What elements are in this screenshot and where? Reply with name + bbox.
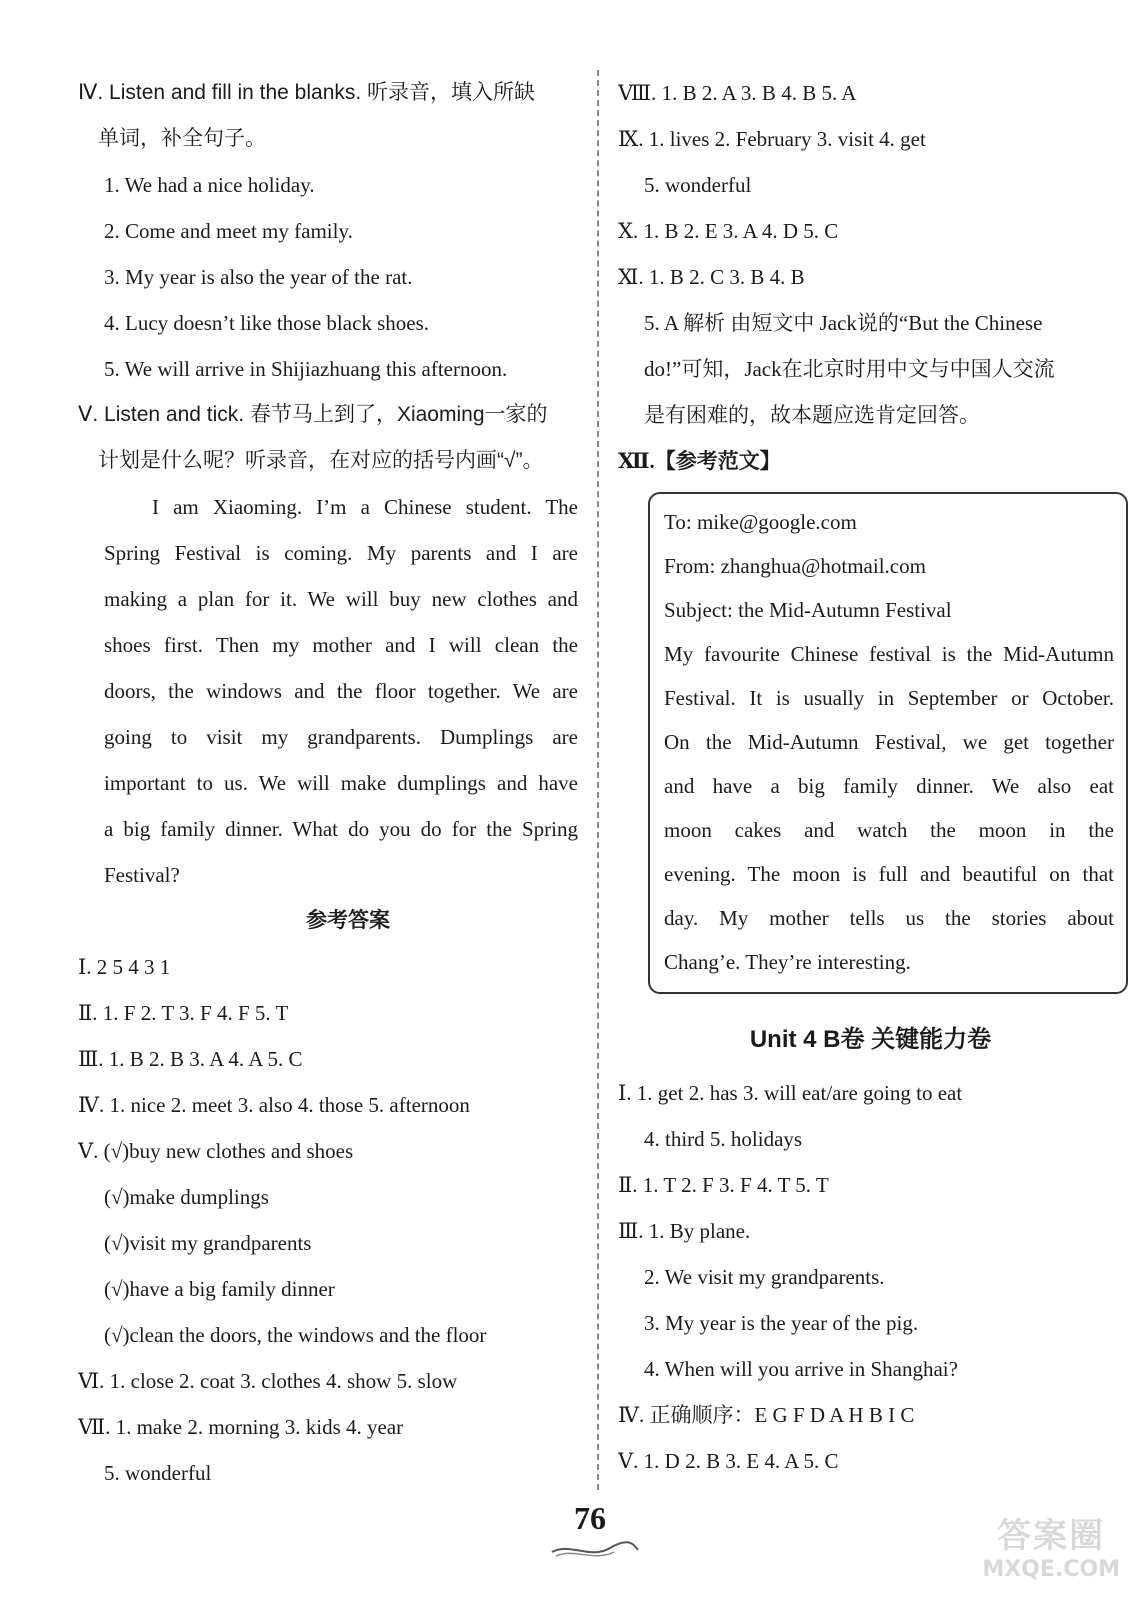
answer-line: 2. We visit my grandparents. xyxy=(644,1265,885,1289)
email-line: day. My mother tells us the stories about xyxy=(664,906,1114,930)
passage-line: a big family dinner. What do you do for the Spring xyxy=(104,817,578,841)
answer-line: Ⅰ. 2 5 4 3 1 xyxy=(78,955,171,979)
section-4-heading-line1: Ⅳ. Listen and fill in the blanks. 听录音，填入所缺 xyxy=(78,81,536,104)
section-4-heading-line2: 单词，补全句子。 xyxy=(98,127,266,150)
answer-line: Ⅷ. 1. B 2. A 3. B 4. B 5. A xyxy=(618,81,857,105)
passage-line: going to visit my grandparents. Dumplings are xyxy=(104,725,578,749)
email-line: On the Mid-Autumn Festival, we get together xyxy=(664,730,1114,754)
answer-line: Ⅰ. 1. get 2. has 3. will eat/are going to eat xyxy=(618,1081,963,1105)
passage-line: Festival? xyxy=(104,863,180,887)
watermark-domain: MXQE.COM xyxy=(982,1557,1120,1582)
answer-line: (√)clean the doors, the windows and the floor xyxy=(104,1323,487,1347)
section-5-heading-line2: 计划是什么呢？听录音，在对应的括号内画“√”。 xyxy=(98,449,544,472)
email-line: To: mike@google.com xyxy=(664,510,857,534)
email-line: and have a big family dinner. We also eat xyxy=(664,774,1114,798)
email-line: Subject: the Mid-Autumn Festival xyxy=(664,598,952,622)
column-divider xyxy=(597,70,599,1490)
section-4-item: 3. My year is also the year of the rat. xyxy=(104,265,413,289)
section-12-heading: Ⅻ.【参考范文】 xyxy=(618,449,781,473)
answer-line: Ⅱ. 1. T 2. F 3. F 4. T 5. T xyxy=(618,1173,829,1197)
answer-line: 4. When will you arrive in Shanghai? xyxy=(644,1357,958,1381)
answer-line: 4. third 5. holidays xyxy=(644,1127,803,1151)
passage-line: doors, the windows and the floor together. We are xyxy=(104,679,578,703)
section-4-item: 1. We had a nice holiday. xyxy=(104,173,315,197)
wave-ornament-icon xyxy=(550,1540,640,1560)
answer-line: Ⅲ. 1. By plane. xyxy=(618,1219,751,1243)
analysis-note: 5. A 解析 由短文中 Jack说的“But the Chinese xyxy=(644,311,1043,335)
email-line: From: zhanghua@hotmail.com xyxy=(664,554,926,578)
right-column xyxy=(618,70,1123,1484)
answer-line: Ⅲ. 1. B 2. B 3. A 4. A 5. C xyxy=(78,1047,303,1071)
analysis-note: do!”可知，Jack在北京时用中文与中国人交流 xyxy=(644,357,1055,381)
email-line: evening. The moon is full and beautiful on that xyxy=(664,862,1114,886)
email-line: moon cakes and watch the moon in the xyxy=(664,818,1114,842)
answer-line: Ⅳ. 1. nice 2. meet 3. also 4. those 5. afternoon xyxy=(78,1093,470,1117)
answers-title: 参考答案 xyxy=(306,909,390,932)
answer-line: Ⅵ. 1. close 2. coat 3. clothes 4. show 5. slow xyxy=(78,1369,458,1393)
answer-line: 5. wonderful xyxy=(644,173,752,197)
answer-line: Ⅹ. 1. B 2. E 3. A 4. D 5. C xyxy=(618,219,839,243)
analysis-note: 是有困难的，故本题应选肯定回答。 xyxy=(644,403,980,427)
email-line: My favourite Chinese festival is the Mid-Autumn xyxy=(664,642,1114,666)
answer-line: (√)have a big family dinner xyxy=(104,1277,335,1301)
unit-title: Unit 4 B卷 关键能力卷 xyxy=(749,1026,992,1053)
sample-email-box xyxy=(648,492,1128,994)
answer-line: 3. My year is the year of the pig. xyxy=(644,1311,919,1335)
section-5-heading-line1: Ⅴ. Listen and tick. 春节马上到了，Xiaoming一家的 xyxy=(78,403,548,426)
answer-line: Ⅴ. (√)buy new clothes and shoes xyxy=(78,1139,354,1163)
passage-line: making a plan for it. We will buy new clothes and xyxy=(104,587,578,611)
section-4-item: 2. Come and meet my family. xyxy=(104,219,353,243)
listening-passage xyxy=(78,484,578,898)
email-line: Chang’e. They’re interesting. xyxy=(664,950,911,974)
answer-line: Ⅱ. 1. F 2. T 3. F 4. F 5. T xyxy=(78,1001,289,1025)
answer-line: Ⅳ. 正确顺序：E G F D A H B I C xyxy=(618,1403,915,1427)
watermark-text: 答案圈 xyxy=(997,1516,1106,1556)
passage-line: shoes first. Then my mother and I will clean the xyxy=(104,633,578,657)
answer-line: Ⅶ. 1. make 2. morning 3. kids 4. year xyxy=(78,1415,404,1439)
passage-line: important to us. We will make dumplings and have xyxy=(104,771,578,795)
section-4-item: 4. Lucy doesn’t like those black shoes. xyxy=(104,311,430,335)
passage-line: Spring Festival is coming. My parents and I are xyxy=(104,541,578,565)
answer-line: (√)make dumplings xyxy=(104,1185,269,1209)
answer-line: Ⅺ. 1. B 2. C 3. B 4. B xyxy=(618,265,805,289)
section-4-item: 5. We will arrive in Shijiazhuang this afternoon. xyxy=(104,357,508,381)
page-number: 76 xyxy=(574,1500,606,1536)
email-line: Festival. It is usually in September or October. xyxy=(664,686,1114,710)
left-column xyxy=(78,70,578,1496)
answer-line: Ⅸ. 1. lives 2. February 3. visit 4. get xyxy=(618,127,926,151)
answer-line: Ⅴ. 1. D 2. B 3. E 4. A 5. C xyxy=(618,1449,839,1473)
watermark-logo xyxy=(982,1508,1120,1582)
answer-line: (√)visit my grandparents xyxy=(104,1231,312,1255)
answer-line: 5. wonderful xyxy=(104,1461,212,1485)
passage-line: I am Xiaoming. I’m a Chinese student. The xyxy=(152,495,578,519)
